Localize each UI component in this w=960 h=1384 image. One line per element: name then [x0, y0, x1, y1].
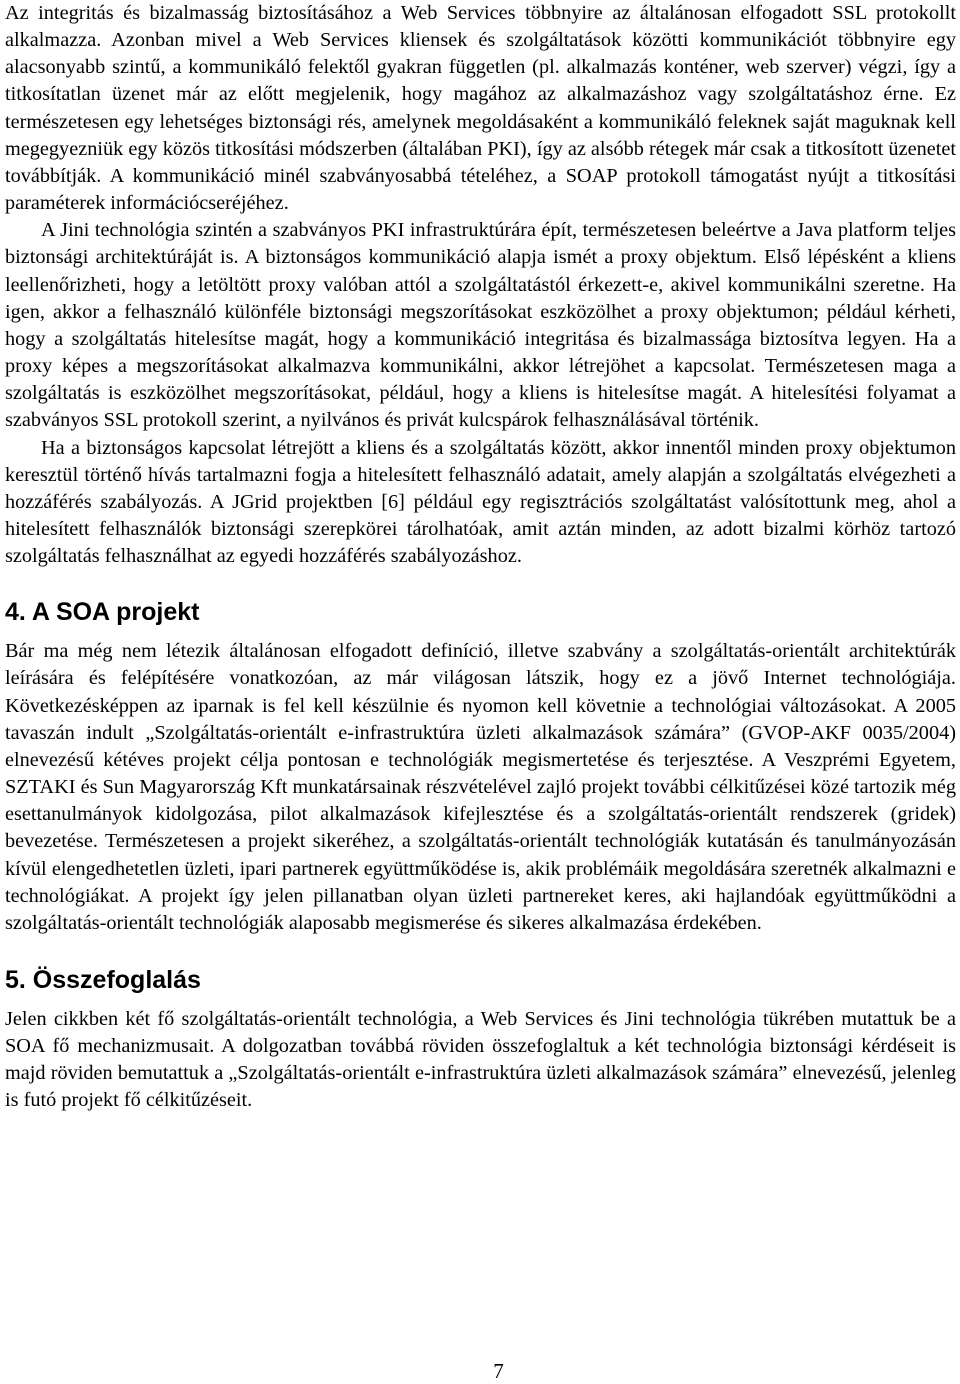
- paragraph-secure-connection: Ha a biztonságos kapcsolat létrejött a kliens és a szolgáltatás között, akkor innentől minden proxy objektumon keresztül történő hívás tartalmazni fogja a hitelesített felhasználó adatait, amely alapján a szolgáltatás elvégezheti a hozzáférés szabályozás. A JGrid projektben [6] például egy regisztrációs szolgáltatást valósítottunk meg, ahol a hitelesített felhasználók biztonsági szerepkörei tárolhatóak, amit aztán minden, az adott bizalmi körhöz tartozó szolgáltatás felhasználhat az egyedi hozzáférés szabályozáshoz.: [5, 436, 956, 568]
- document-page: [5, 0, 956, 1115]
- page-number: 7: [493, 1359, 504, 1383]
- paragraph-summary: Jelen cikkben két fő szolgáltatás-orientált technológia, a Web Services és Jini technológia tükrében mutattuk be a SOA fő mechanizmusait. A dolgozatban továbbá röviden összefoglaltuk a két technológia biztonsági kérdéseit is majd röviden bemutattuk a „Szolgáltatás-orientált e-infrastruktúra üzleti alkalmazások számára” elnevezésű, jelenleg is futó projekt fő célkitűzéseit.: [5, 1008, 956, 1112]
- paragraph-web-services-security: Az integritás és bizalmasság biztosításához a Web Services többnyire az általánosan elfogadott SSL protokollt alkalmazza. Azonban mivel a Web Services kliensek és szolgáltatások közötti kommunikációt többnyire egy alacsonyabb szintű, a kommunikáló felektől gyakran független (pl. alkalmazás konténer, web szerver) végzi, így a titkosítatlan üzenet már az előtt megjelenik, hogy magához az alkalmazáshoz vagy szolgáltatáshoz érne. Ez természetesen egy lehetséges biztonsági rés, amelynek megoldásaként a kommunikáló feleknek saját maguknak kell megegyezniük egy közös titkosítási módszerben (általában PKI), így az alsóbb rétegek már csak a titkosított üzenetet továbbítják. A kommunikáció minél szabványosabbá tételéhez, a SOAP protokoll támogatást nyújt a titkosítási paraméterek információcseréjéhez.: [5, 2, 956, 215]
- paragraph-soa-project: Bár ma még nem létezik általánosan elfogadott definíció, illetve szabvány a szolgáltatás-orientált architektúrák leírására és felépítésére vonatkozóan, az már világosan látszik, hogy ez a jövő Internet technológiája. Következésképpen az iparnak is fel kell készülnie és nyomon kell követnie a technológiai változásokat. A 2005 tavaszán indult „Szolgáltatás-orientált e-infrastruktúra üzleti alkalmazások számára” (GVOP-AKF 0035/2004) elnevezésű kétéves projekt célja pontosan e technológiák megismertetése és terjesztése. A Veszprémi Egyetem, SZTAKI és Sun Magyarország Kft munkatársainak részvételével zajló projekt további célkitűzései közé tartozik még esettanulmányok kidolgozása, pilot alkalmazások kifejlesztése és a szolgáltatás-orientált rendszerek (gridek) bevezetése. Természetesen a projekt sikeréhez, a szolgáltatás-orientált technológiák kutatásán és tanulmányozásán kívül elengedhetetlen üzleti, ipari partnerek együttműködése is, akik problémáik megoldására szeretnék alkalmazni e technológiákat. A projekt így jelen pillanatban olyan üzleti partnereket keres, aki hajlandóak együttműködni a szolgáltatás-orientált technológiák alaposabb megismerése és sikeres alkalmazása érdekében.: [5, 640, 956, 934]
- paragraph-jini-security: A Jini technológia szintén a szabványos PKI infrastruktúrára épít, természetesen beleértve a Java platform teljes biztonsági architektúráját is. A biztonságos kommunikáció alapja ismét a proxy objektum. Első lépésként a kliens leellenőrizheti, hogy a letöltött proxy valóban attól a szolgáltatástól érkezett-e, akivel kommunikálni szeretne. Ha igen, akkor a felhasználó különféle biztonsági megszorításokat eszközölhet a proxy objektumon; például kérheti, hogy a szolgáltatás hitelesítse magát, hogy a kommunikáció integritása és bizalmassága biztosítva legyen. Ha a proxy képes a megszorításokat alkalmazva kommunikálni, akkor létrejöhet a kapcsolat. Természetesen maga a szolgáltatás is eszközölhet megszorításokat, például, hogy a kliens is hitelesítse magát. A hitelesítési folyamat a szabványos SSL protokoll szerint, a nyilvános és privát kulcspárok felhasználásával történik.: [5, 219, 956, 432]
- section-heading-soa-project: 4. A SOA projekt: [5, 598, 200, 627]
- section-heading-summary: 5. Összefoglalás: [5, 966, 201, 994]
